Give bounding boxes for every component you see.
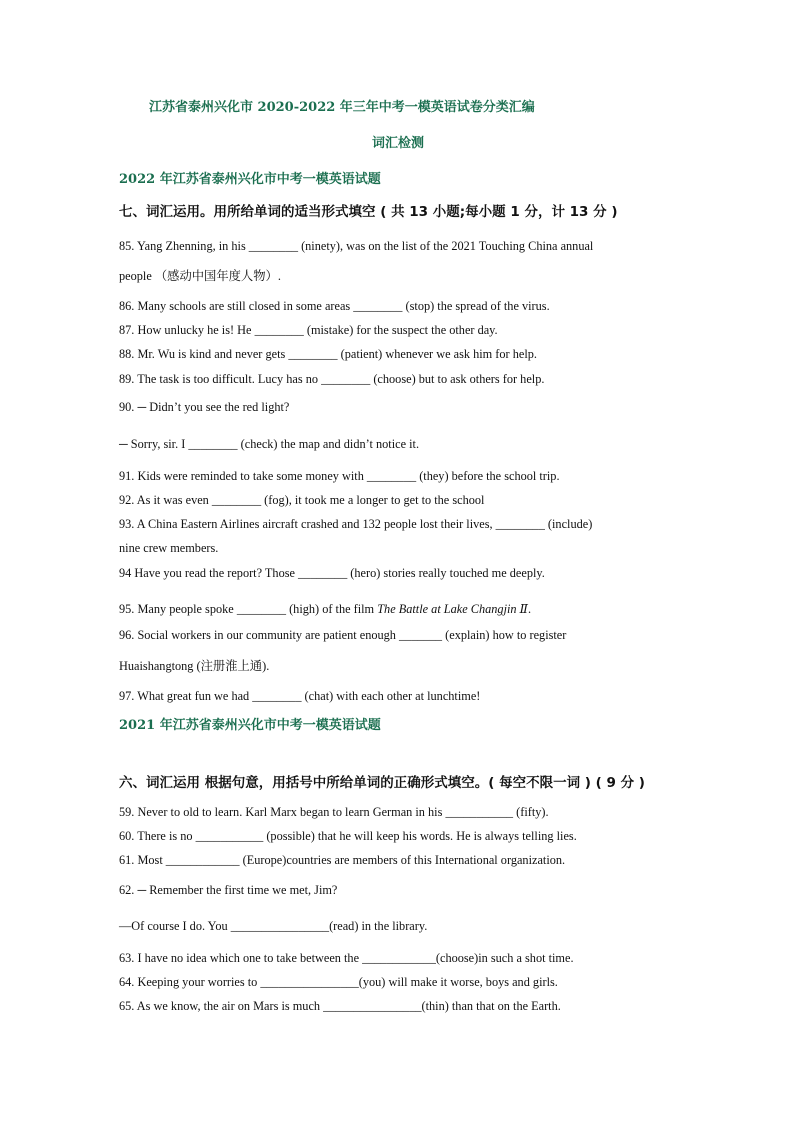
question-87: 87. How unlucky he is! He ________ (mistake) for the suspect the other day.	[119, 323, 498, 337]
part-heading-vocabulary-2022: 七、词汇运用。用所给单词的适当形式填空 ( 共 13 小题;每小题 1 分，计 13 分 )	[119, 204, 618, 220]
question-97: 97. What great fun we had ________ (chat) with each other at lunchtime!	[119, 689, 481, 703]
question-64: 64. Keeping your worries to ________________(you) will make it worse, boys and girls.	[119, 975, 558, 989]
question-93-line2: nine crew members.	[119, 541, 219, 555]
question-60: 60. There is no ___________ (possible) that he will keep his words. He is always telling lies.	[119, 829, 577, 843]
question-88: 88. Mr. Wu is kind and never gets ________ (patient) whenever we ask him for help.	[119, 347, 537, 361]
question-93-line1: 93. A China Eastern Airlines aircraft crashed and 132 people lost their lives, ________ (include)	[119, 517, 593, 531]
question-62-line1: 62. ─ Remember the first time we met, Jim?	[119, 883, 338, 897]
section-heading-2021: 2021 年江苏省泰州兴化市中考一模英语试题	[119, 718, 381, 733]
question-63: 63. I have no idea which one to take between the ____________(choose)in such a shot time.	[119, 951, 574, 965]
question-85-line1: 85. Yang Zhenning, in his ________ (ninety), was on the list of the 2021 Touching China annual	[119, 239, 594, 253]
question-91: 91. Kids were reminded to take some money with ________ (they) before the school trip.	[119, 469, 560, 483]
question-96-line1: 96. Social workers in our community are patient enough _______ (explain) how to register	[119, 628, 567, 642]
section-heading-2022: 2022 年江苏省泰州兴化市中考一模英语试题	[119, 172, 381, 187]
question-61: 61. Most ____________ (Europe)countries are members of this International organization.	[119, 853, 566, 867]
question-90-line2: ─ Sorry, sir. I ________ (check) the map and didn’t notice it.	[119, 437, 420, 451]
question-94: 94 Have you read the report? Those ________ (hero) stories really touched me deeply.	[119, 566, 545, 580]
question-62-line2: —Of course I do. You ________________(read) in the library.	[119, 919, 428, 933]
document-title: 江苏省泰州兴化市 2020-2022 年三年中考一模英语试卷分类汇编	[149, 100, 535, 115]
question-90-line1: 90. ─ Didn’t you see the red light?	[119, 400, 290, 414]
question-96-line2: Huaishangtong (注册淮上通).	[119, 659, 270, 673]
question-65: 65. As we know, the air on Mars is much ________________(thin) than that on the Earth.	[119, 999, 561, 1013]
question-85-line2: people （感动中国年度人物）.	[119, 269, 281, 283]
document-subtitle: 词汇检测	[372, 136, 425, 151]
question-95-text: 95. Many people spoke ________ (high) of the film	[119, 602, 378, 616]
question-92: 92. As it was even ________ (fog), it took me a longer to get to the school	[119, 493, 485, 507]
question-89: 89. The task is too difficult. Lucy has no ________ (choose) but to ask others for help.	[119, 372, 545, 386]
question-95-film-title: The Battle at Lake Changjin Ⅱ	[377, 602, 528, 616]
question-95	[119, 602, 531, 617]
question-95-end: .	[528, 602, 532, 616]
part-heading-vocabulary-2021: 六、词汇运用 根据句意，用括号中所给单词的正确形式填空。( 每空不限一词 ) ( 9 分 )	[119, 775, 645, 791]
question-86: 86. Many schools are still closed in some areas ________ (stop) the spread of the virus.	[119, 299, 550, 313]
question-59: 59. Never to old to learn. Karl Marx began to learn German in his ___________ (fifty).	[119, 805, 549, 819]
